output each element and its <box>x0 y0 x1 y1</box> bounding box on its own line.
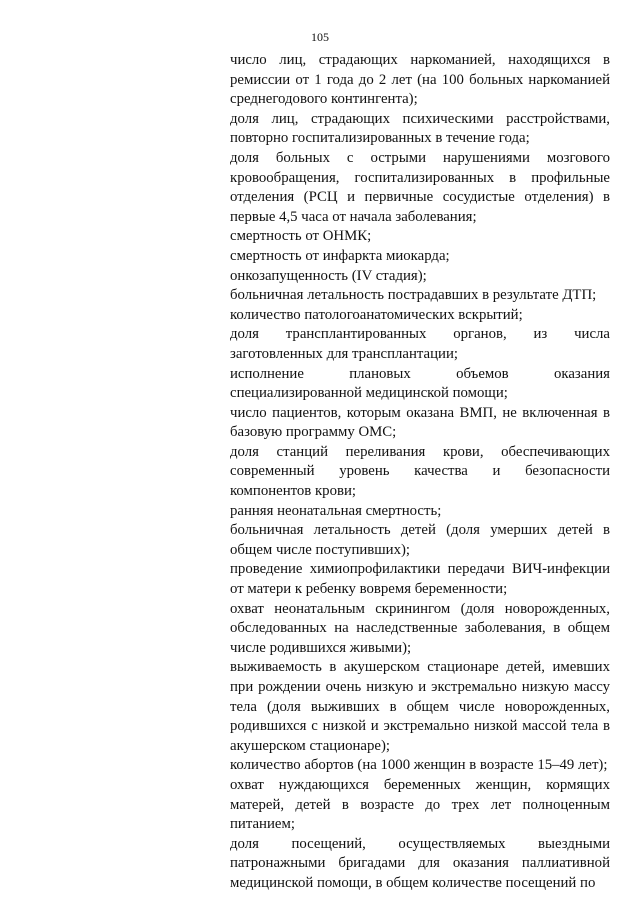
indicator-item: число пациентов, которым оказана ВМП, не включенная в базовую программу ОМС; <box>230 404 610 441</box>
indicator-item: количество патологоанатомических вскрытий; <box>230 306 523 323</box>
indicator-item: смертность от инфаркта миокарда; <box>230 247 450 264</box>
indicator-item: доля больных с острыми нарушениями мозгового кровообращения, госпитализированных в профильные отделения (РСЦ и первичные сосудистые отделения) в первые 4,5 часа от начала заболевания; <box>230 149 610 225</box>
indicator-item: больничная летальность пострадавших в результате ДТП; <box>230 287 597 304</box>
indicator-item: число лиц, страдающих наркоманией, находящихся в ремиссии от 1 года до 2 лет (на 100 больных наркоманией среднегодового контингента); <box>230 52 610 108</box>
indicator-item: исполнение плановых объемов оказания специализированной медицинской помощи; <box>230 365 610 402</box>
indicator-item: больничная летальность детей (доля умерших детей в общем числе поступивших); <box>230 522 610 558</box>
indicator-item: доля станций переливания крови, обеспечивающих современный уровень качества и безопасности компонентов крови; <box>230 443 610 500</box>
indicator-item: доля трансплантированных органов, из числа заготовленных для трансплантации; <box>230 326 610 362</box>
indicator-item: онкозапущенность (IV стадия); <box>230 267 427 284</box>
indicator-item: доля посещений, осуществляемых выездными патронажными бригадами для оказания паллиативной медицинской помощи, в общем количестве посещений по <box>230 835 610 891</box>
indicator-item: охват нуждающихся беременных женщин, кормящих матерей, детей в возрасте до трех лет полноценным питанием; <box>230 776 610 833</box>
indicator-list <box>230 51 610 894</box>
indicator-item: смертность от ОНМК; <box>230 228 372 245</box>
indicator-item: выживаемость в акушерском стационаре детей, имевших при рождении очень низкую и экстремально низкую массу тела (доля выживших в общем числе новорожденных, родившихся с низкой и экстремально низкой массой тела в акушерском стационаре); <box>230 659 610 754</box>
indicator-item: проведение химиопрофилактики передачи ВИЧ-инфекции от матери к ребенку вовремя беременности; <box>230 561 610 598</box>
indicator-item: ранняя неонатальная смертность; <box>230 502 442 519</box>
indicator-item: количество абортов (на 1000 женщин в возрасте 15–49 лет); <box>230 757 608 774</box>
indicator-item: охват неонатальным скринингом (доля новорожденных, обследованных на наследственные заболевания, в общем числе родившихся живыми); <box>230 600 610 656</box>
page-number: 105 <box>311 30 329 44</box>
indicator-item: доля лиц, страдающих психическими расстройствами, повторно госпитализированных в течение года; <box>230 110 610 147</box>
